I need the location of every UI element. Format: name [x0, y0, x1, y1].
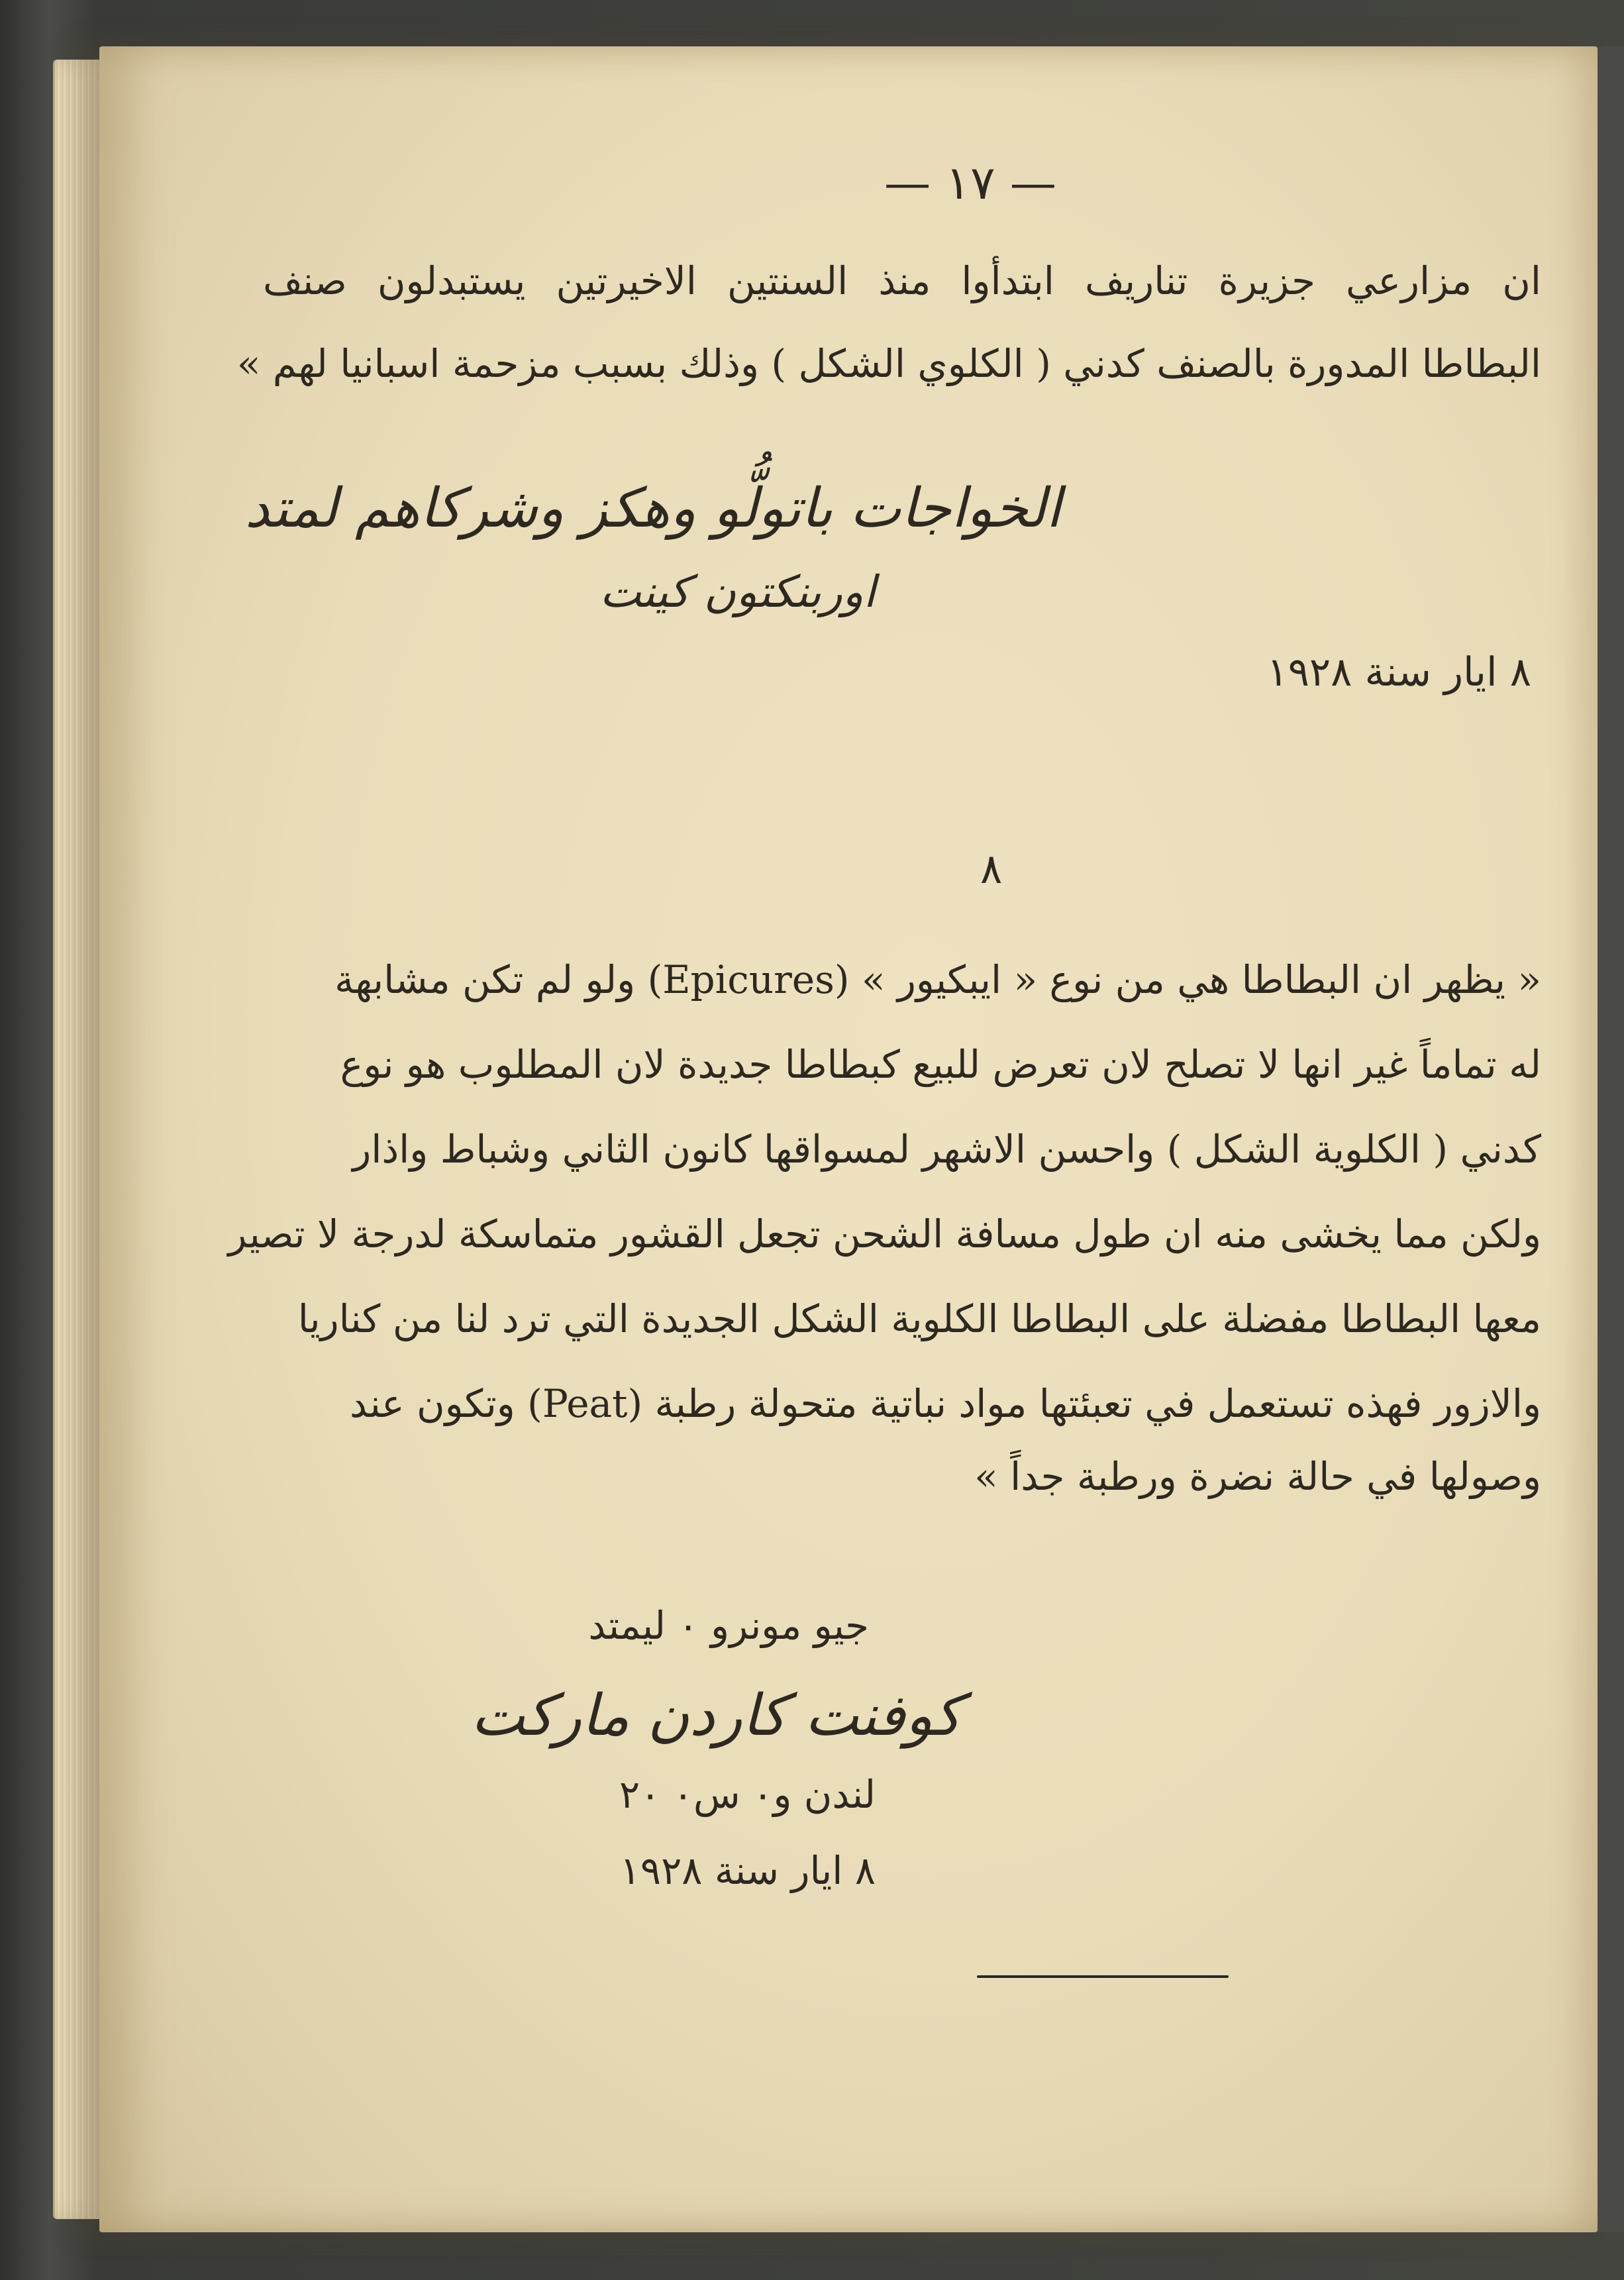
paragraph-line: ولكن مما يخشى منه ان طول مسافة الشحن تجعل القشور متماسكة لدرجة لا تصير — [228, 1212, 1541, 1257]
paragraph-line: ان مزارعي جزيرة تناريف ابتدأوا منذ السنتين الاخيرتين يستبدلون صنف — [263, 258, 1541, 303]
paragraph-line: له تماماً غير انها لا تصلح لان تعرض للبيع كبطاطا جديدة لان المطلوب هو نوع — [340, 1042, 1541, 1087]
paragraph-line: والازور فهذه تستعمل في تعبئتها مواد نباتية متحولة رطبة (Peat) وتكون عند — [350, 1381, 1541, 1426]
signature-market: كوفنت كاردن ماركت — [471, 1683, 962, 1749]
signature-address: اوربنكتون كينت — [599, 566, 876, 617]
section-number: ٨ — [980, 845, 1003, 893]
signature-city: لندن و٠ س٠ ٢٠ — [619, 1772, 876, 1817]
paragraph-line: معها البطاطا مفضلة على البطاطا الكلوية الشكل الجديدة التي ترد لنا من كناريا — [297, 1296, 1541, 1341]
closing-rule — [977, 1975, 1229, 1978]
paragraph-line: وصولها في حالة نضرة ورطبة جداً » — [974, 1454, 1541, 1499]
right-cover-edge — [1598, 46, 1624, 2232]
signature-company: جيو مونرو ٠ ليمتد — [588, 1603, 869, 1648]
letter-date: ٨ ايار سنة ١٩٢٨ — [1266, 649, 1531, 696]
letter-date: ٨ ايار سنة ١٩٢٨ — [619, 1848, 876, 1893]
paragraph-line: البطاطا المدورة بالصنف كدني ( الكلوي الشكل ) وذلك بسبب مزحمة اسبانيا لهم » — [236, 341, 1541, 386]
signature-company: الخواجات باتولُّو وهكز وشركاهم لمتد — [244, 477, 1061, 540]
paragraph-line: كدني ( الكلوية الشكل ) واحسن الاشهر لمسواقها كانون الثاني وشباط واذار — [352, 1127, 1541, 1172]
paragraph-line: « يظهر ان البطاطا هي من نوع « ايبكيور » (Epicures) ولو لم تكن مشابهة — [334, 957, 1541, 1002]
page-number: — ١٧ — — [884, 156, 1056, 210]
